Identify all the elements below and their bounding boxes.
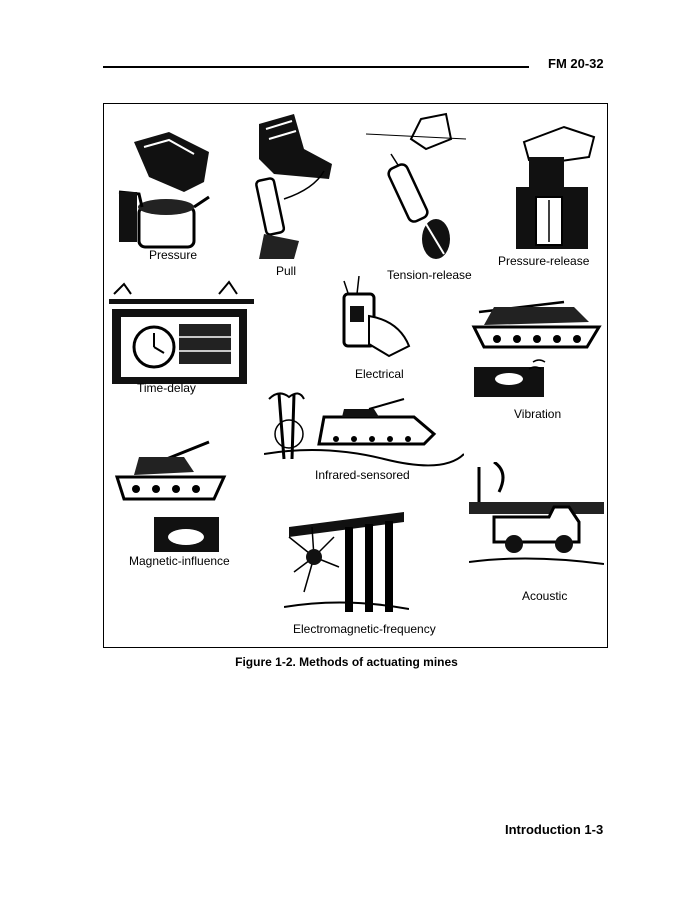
- pressure-illustration: [114, 122, 214, 252]
- label-pressure-release: Pressure-release: [498, 254, 590, 268]
- label-electrical: Electrical: [355, 367, 404, 381]
- label-pressure: Pressure: [149, 248, 198, 262]
- magnetic-influence-illustration: [114, 437, 229, 557]
- label-time-delay: Time-delay: [137, 381, 196, 395]
- electromagnetic-frequency-illustration: [284, 497, 409, 617]
- pull-illustration: [244, 109, 339, 259]
- acoustic-illustration: [469, 462, 604, 572]
- electrical-illustration: [329, 276, 414, 366]
- tension-release-illustration: [366, 109, 471, 264]
- figure-frame: [103, 103, 608, 648]
- page-label: Introduction 1-3: [505, 822, 604, 837]
- label-electromagnetic-frequency: Electromagnetic-frequency: [293, 622, 436, 636]
- label-magnetic-influence: Magnetic-influence: [129, 554, 230, 568]
- label-acoustic: Acoustic: [522, 589, 568, 603]
- manual-id: FM 20-32: [548, 56, 604, 71]
- label-pull: Pull: [276, 264, 297, 278]
- pressure-release-illustration: [504, 122, 602, 252]
- time-delay-illustration: [109, 279, 254, 389]
- header-rule: [103, 66, 529, 68]
- infrared-sensored-illustration: [264, 389, 464, 469]
- label-vibration: Vibration: [514, 407, 562, 421]
- label-infrared-sensored: Infrared-sensored: [315, 468, 410, 482]
- figure-caption: Figure 1-2. Methods of actuating mines: [235, 655, 458, 669]
- vibration-illustration: [469, 287, 604, 402]
- label-tension-release: Tension-release: [387, 268, 472, 282]
